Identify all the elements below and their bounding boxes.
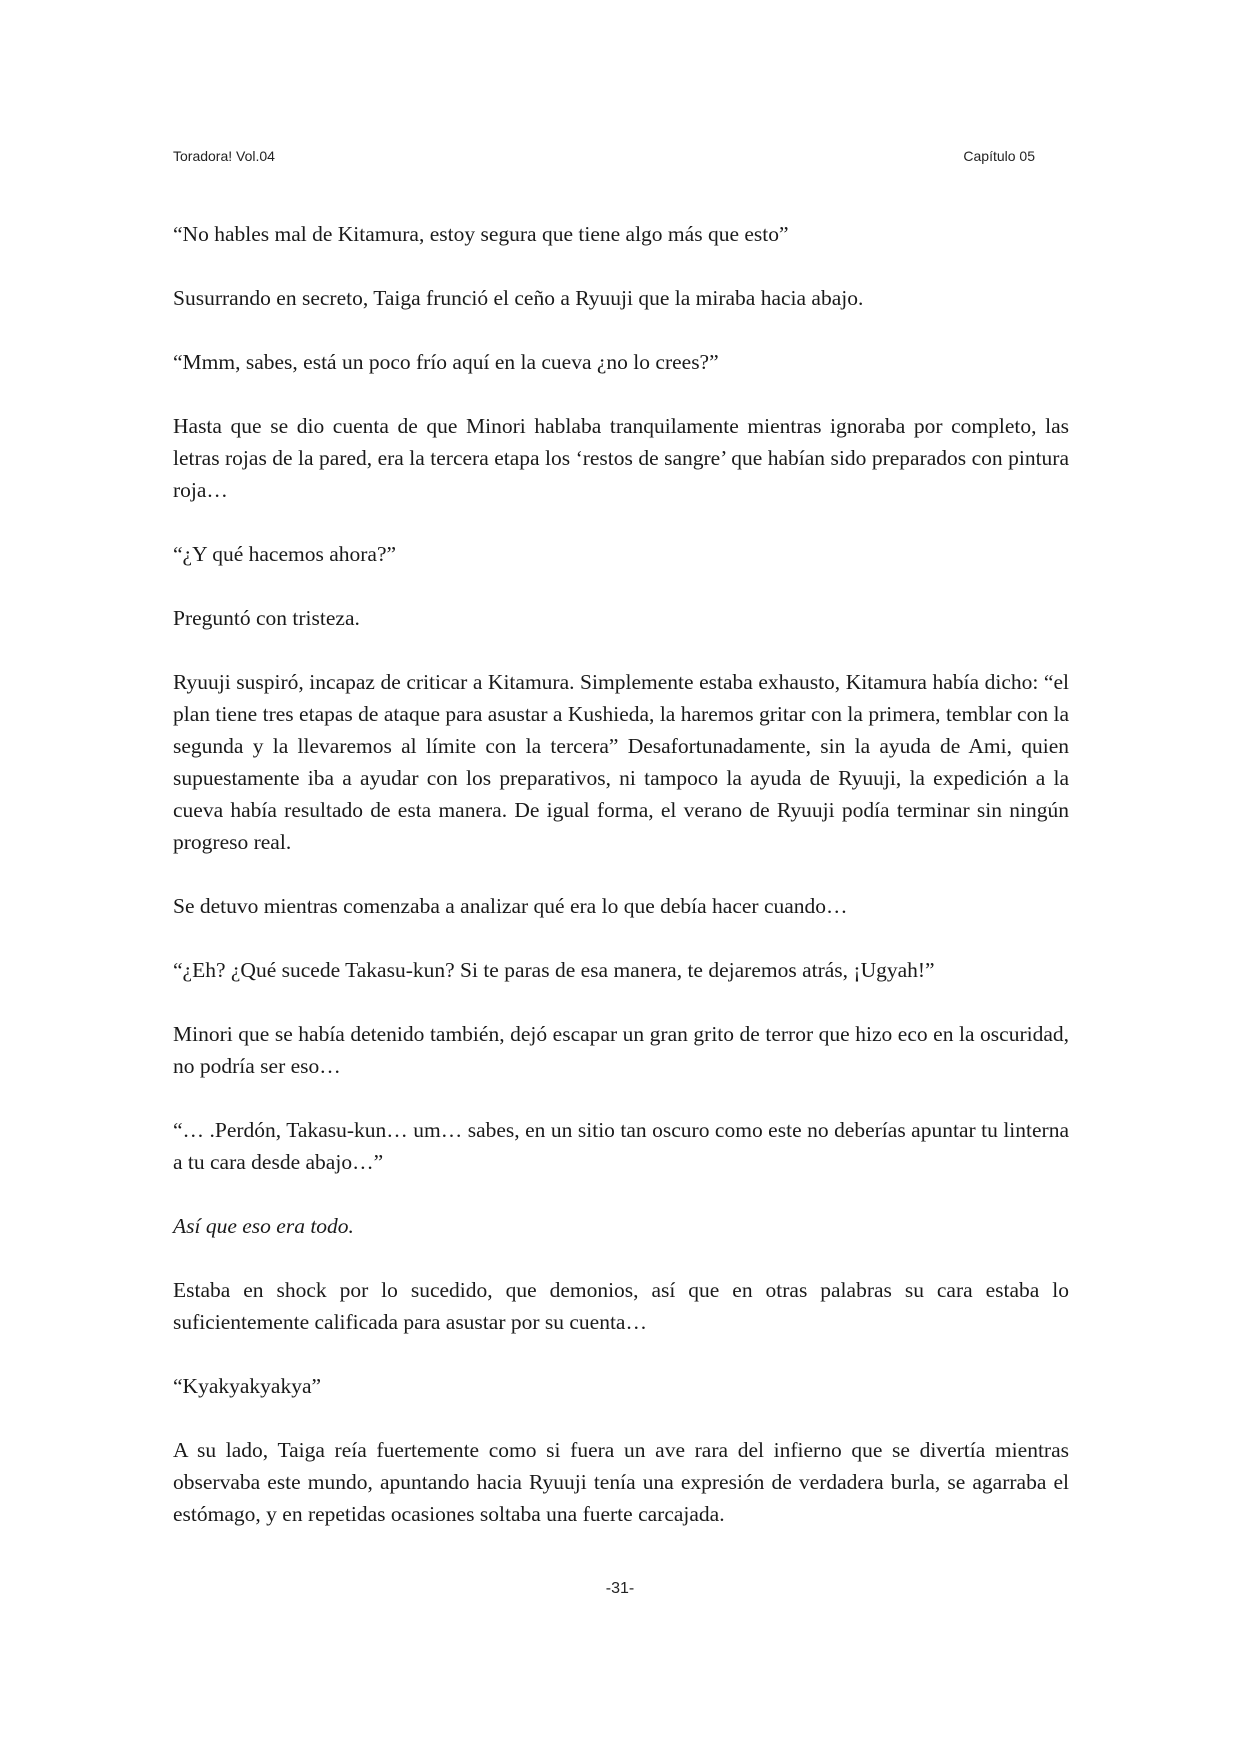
- paragraph: Se detuvo mientras comenzaba a analizar qué era lo que debía hacer cuando…: [173, 894, 848, 918]
- paragraph: A su lado, Taiga reía fuertemente como si fuera un ave rara del infierno que se divertía mientras observaba este mundo, apuntando hacia Ryuuji tenía una expresión de verdadera burla, se agarraba el estómago, y en repetidas ocasiones soltaba una fuerte carcajada.: [173, 1438, 1069, 1526]
- paragraph: Ryuuji suspiró, incapaz de criticar a Kitamura. Simplemente estaba exhausto, Kitamura había dicho: “el plan tiene tres etapas de ataque para asustar a Kushieda, la haremos gritar con la primera, temblar con la segunda y la llevaremos al límite con la tercera” Desafortunadamente, sin la ayuda de Ami, quien supuestamente iba a ayudar con los preparativos, ni tampoco la ayuda de Ryuuji, la expedición a la cueva había resultado de esta manera. De igual forma, el verano de Ryuuji podía terminar sin ningún progreso real.: [173, 670, 1069, 854]
- paragraph: Minori que se había detenido también, dejó escapar un gran grito de terror que hizo eco en la oscuridad, no podría ser eso…: [173, 1022, 1069, 1078]
- paragraph: “¿Eh? ¿Qué sucede Takasu-kun? Si te paras de esa manera, te dejaremos atrás, ¡Ugyah!”: [173, 958, 935, 982]
- paragraph: “Mmm, sabes, está un poco frío aquí en la cueva ¿no lo crees?”: [173, 350, 719, 374]
- chapter-title: Capítulo 05: [963, 148, 1035, 164]
- document-body: [173, 218, 1069, 1562]
- paragraph: “… .Perdón, Takasu-kun… um… sabes, en un sitio tan oscuro como este no deberías apuntar tu linterna a tu cara desde abajo…”: [173, 1118, 1069, 1174]
- paragraph: Preguntó con tristeza.: [173, 606, 360, 630]
- page-header: [173, 148, 1035, 164]
- page-number: -31-: [605, 1580, 635, 1597]
- book-title: Toradora! Vol.04: [173, 148, 275, 164]
- paragraph: “No hables mal de Kitamura, estoy segura que tiene algo más que esto”: [173, 222, 789, 246]
- paragraph: Susurrando en secreto, Taiga frunció el ceño a Ryuuji que la miraba hacia abajo.: [173, 286, 864, 310]
- paragraph-italic: Así que eso era todo.: [173, 1214, 354, 1238]
- paragraph: Hasta que se dio cuenta de que Minori hablaba tranquilamente mientras ignoraba por completo, las letras rojas de la pared, era la tercera etapa los ‘restos de sangre’ que habían sido preparados con pintura roja…: [173, 414, 1069, 502]
- paragraph: “Kyakyakyakya”: [173, 1374, 322, 1398]
- paragraph: Estaba en shock por lo sucedido, que demonios, así que en otras palabras su cara estaba lo suficientemente calificada para asustar por su cuenta…: [173, 1278, 1069, 1334]
- paragraph: “¿Y qué hacemos ahora?”: [173, 542, 397, 566]
